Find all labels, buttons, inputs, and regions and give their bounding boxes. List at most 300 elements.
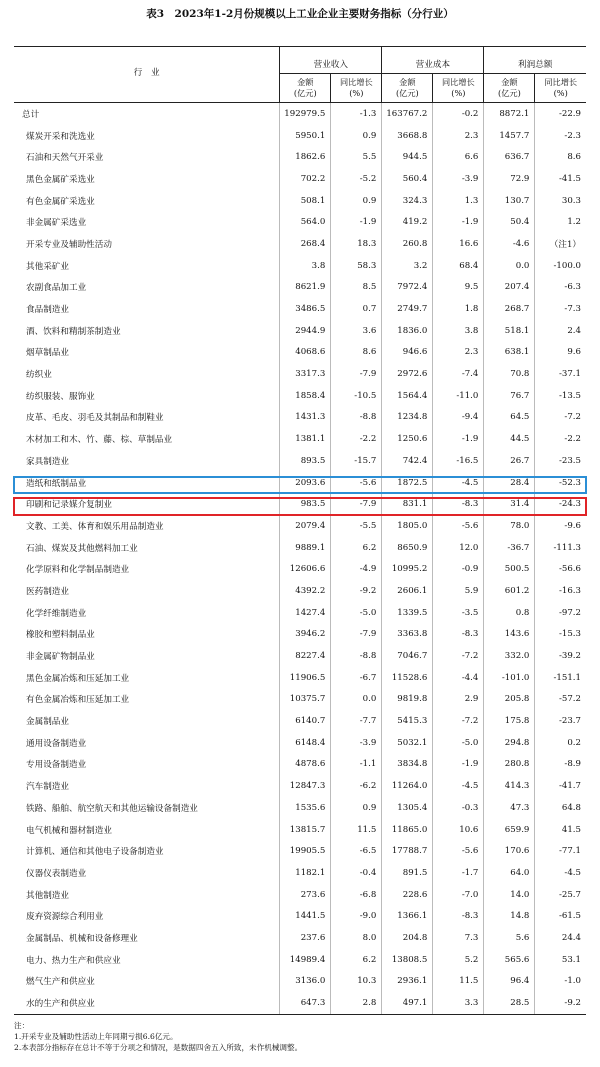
industry-header: 行 业 bbox=[14, 47, 280, 103]
cost-growth-cell: 2.3 bbox=[433, 342, 484, 364]
cost-growth-cell: -3.5 bbox=[433, 602, 484, 624]
revenue-amount-cell: 8621.9 bbox=[280, 277, 331, 299]
cost-amount-cell: 11264.0 bbox=[382, 775, 433, 797]
amount-subheader: 金额 (亿元) bbox=[280, 74, 331, 103]
profit-growth-cell: -24.3 bbox=[535, 493, 586, 515]
cost-growth-cell: 6.6 bbox=[433, 146, 484, 168]
cost-amount-cell: 11865.0 bbox=[382, 819, 433, 841]
industry-name-cell: 汽车制造业 bbox=[26, 782, 69, 793]
industry-name-cell: 石油、煤炭及其他燃料加工业 bbox=[26, 543, 138, 554]
revenue-amount-cell: 1381.1 bbox=[280, 428, 331, 450]
profit-amount-cell: 76.7 bbox=[484, 385, 535, 407]
amount-subheader: 金额 (亿元) bbox=[382, 74, 433, 103]
revenue-growth-cell: 8.5 bbox=[331, 277, 382, 299]
industry-name-cell: 燃气生产和供应业 bbox=[26, 977, 95, 988]
cost-growth-cell: -5.6 bbox=[433, 515, 484, 537]
cost-amount-cell: 891.5 bbox=[382, 862, 433, 884]
industry-name-cell: 电力、热力生产和供应业 bbox=[26, 955, 121, 966]
profit-growth-cell: -23.7 bbox=[535, 710, 586, 732]
industry-name-cell: 文教、工美、体育和娱乐用品制造业 bbox=[26, 521, 164, 532]
table-row bbox=[14, 667, 586, 689]
revenue-growth-cell: -1.1 bbox=[331, 754, 382, 776]
cost-amount-cell: 944.5 bbox=[382, 146, 433, 168]
cost-amount-cell: 7046.7 bbox=[382, 645, 433, 667]
cost-amount-cell: 204.8 bbox=[382, 927, 433, 949]
table-row bbox=[14, 320, 586, 342]
amount-subheader: 金额 (亿元) bbox=[484, 74, 535, 103]
revenue-growth-cell: 0.9 bbox=[331, 125, 382, 147]
industry-name-cell: 开采专业及辅助性活动 bbox=[26, 239, 112, 250]
industry-name-cell: 电气机械和器材制造业 bbox=[26, 825, 112, 836]
profit-amount-cell: 70.8 bbox=[484, 363, 535, 385]
profit-amount-cell: 64.5 bbox=[484, 407, 535, 429]
revenue-growth-cell: 10.3 bbox=[331, 971, 382, 993]
revenue-growth-cell: -7.9 bbox=[331, 624, 382, 646]
industry-name-cell: 有色金属矿采选业 bbox=[26, 196, 95, 207]
profit-growth-cell: -16.3 bbox=[535, 580, 586, 602]
revenue-growth-cell: 0.9 bbox=[331, 797, 382, 819]
cost-amount-cell: 163767.2 bbox=[382, 103, 433, 125]
industry-name-cell: 其他制造业 bbox=[26, 890, 69, 901]
revenue-amount-cell: 4068.6 bbox=[280, 342, 331, 364]
revenue-growth-cell: 3.6 bbox=[331, 320, 382, 342]
profit-growth-cell: 30.3 bbox=[535, 190, 586, 212]
cost-growth-cell: -16.5 bbox=[433, 450, 484, 472]
industry-name-cell: 食品制造业 bbox=[26, 305, 69, 316]
profit-amount-cell: 1457.7 bbox=[484, 125, 535, 147]
revenue-amount-cell: 1182.1 bbox=[280, 862, 331, 884]
revenue-growth-cell: -6.7 bbox=[331, 667, 382, 689]
table-row bbox=[14, 580, 586, 602]
profit-growth-cell: （注1） bbox=[535, 233, 586, 255]
revenue-growth-cell: -6.5 bbox=[331, 840, 382, 862]
revenue-amount-cell: 3486.5 bbox=[280, 298, 331, 320]
cost-amount-cell: 5415.3 bbox=[382, 710, 433, 732]
cost-amount-cell: 11528.6 bbox=[382, 667, 433, 689]
industry-name-cell: 医药制造业 bbox=[26, 586, 69, 597]
profit-growth-cell: -2.2 bbox=[535, 428, 586, 450]
revenue-amount-cell: 1427.4 bbox=[280, 602, 331, 624]
cost-growth-cell: -11.0 bbox=[433, 385, 484, 407]
profit-growth-cell: -151.1 bbox=[535, 667, 586, 689]
growth-subheader: 同比增长 (%) bbox=[535, 74, 586, 103]
table-row bbox=[14, 515, 586, 537]
revenue-amount-cell: 6140.7 bbox=[280, 710, 331, 732]
table-row bbox=[14, 125, 586, 147]
revenue-growth-cell: -5.2 bbox=[331, 168, 382, 190]
profit-growth-cell: 64.8 bbox=[535, 797, 586, 819]
footnotes bbox=[14, 1020, 302, 1053]
cost-amount-cell: 419.2 bbox=[382, 211, 433, 233]
profit-amount-cell: 96.4 bbox=[484, 971, 535, 993]
table-row bbox=[14, 363, 586, 385]
table-row bbox=[14, 428, 586, 450]
cost-growth-cell: -1.9 bbox=[433, 754, 484, 776]
industry-name-cell: 计算机、通信和其他电子设备制造业 bbox=[26, 847, 164, 858]
profit-growth-cell: -77.1 bbox=[535, 840, 586, 862]
table-row bbox=[14, 385, 586, 407]
profit-header: 利润总额 bbox=[484, 47, 586, 74]
profit-amount-cell: 5.6 bbox=[484, 927, 535, 949]
cost-growth-cell: 11.5 bbox=[433, 971, 484, 993]
cost-growth-cell: -5.0 bbox=[433, 732, 484, 754]
industry-name-cell: 金属制品业 bbox=[26, 717, 69, 728]
cost-growth-cell: -4.4 bbox=[433, 667, 484, 689]
profit-amount-cell: 638.1 bbox=[484, 342, 535, 364]
industry-name-cell: 印刷和记录媒介复制业 bbox=[26, 500, 112, 511]
profit-growth-cell: 2.4 bbox=[535, 320, 586, 342]
cost-growth-cell: 1.3 bbox=[433, 190, 484, 212]
profit-growth-cell: -57.2 bbox=[535, 689, 586, 711]
cost-growth-cell: -0.3 bbox=[433, 797, 484, 819]
cost-amount-cell: 3668.8 bbox=[382, 125, 433, 147]
cost-amount-cell: 1836.0 bbox=[382, 320, 433, 342]
profit-growth-cell: -9.2 bbox=[535, 992, 586, 1014]
revenue-growth-cell: -15.7 bbox=[331, 450, 382, 472]
cost-growth-cell: 2.3 bbox=[433, 125, 484, 147]
profit-growth-cell: -7.2 bbox=[535, 407, 586, 429]
cost-amount-cell: 10995.2 bbox=[382, 558, 433, 580]
profit-amount-cell: -101.0 bbox=[484, 667, 535, 689]
revenue-growth-cell: 5.5 bbox=[331, 146, 382, 168]
revenue-amount-cell: 1535.6 bbox=[280, 797, 331, 819]
table-row bbox=[14, 103, 586, 125]
cost-amount-cell: 17788.7 bbox=[382, 840, 433, 862]
profit-growth-cell: -2.3 bbox=[535, 125, 586, 147]
profit-growth-cell: -25.7 bbox=[535, 884, 586, 906]
profit-amount-cell: 47.3 bbox=[484, 797, 535, 819]
profit-amount-cell: -4.6 bbox=[484, 233, 535, 255]
industry-name-cell: 家具制造业 bbox=[26, 456, 69, 467]
cost-amount-cell: 3363.8 bbox=[382, 624, 433, 646]
profit-amount-cell: 170.6 bbox=[484, 840, 535, 862]
profit-growth-cell: -13.5 bbox=[535, 385, 586, 407]
profit-growth-cell: -37.1 bbox=[535, 363, 586, 385]
profit-growth-cell: 1.2 bbox=[535, 211, 586, 233]
revenue-growth-cell: -4.9 bbox=[331, 558, 382, 580]
revenue-amount-cell: 13815.7 bbox=[280, 819, 331, 841]
revenue-amount-cell: 9889.1 bbox=[280, 537, 331, 559]
profit-growth-cell: -9.6 bbox=[535, 515, 586, 537]
cost-growth-cell: -8.3 bbox=[433, 624, 484, 646]
industry-name-cell: 水的生产和供应业 bbox=[14, 992, 280, 1014]
profit-growth-cell: -22.9 bbox=[535, 103, 586, 125]
profit-amount-cell: 72.9 bbox=[484, 168, 535, 190]
table-row bbox=[14, 905, 586, 927]
revenue-amount-cell: 192979.5 bbox=[280, 103, 331, 125]
revenue-growth-cell: -7.9 bbox=[331, 493, 382, 515]
industry-name-cell: 黑色金属冶炼和压延加工业 bbox=[26, 673, 130, 684]
industry-name-cell: 木材加工和木、竹、藤、棕、草制品业 bbox=[26, 435, 173, 446]
revenue-growth-cell: -7.7 bbox=[331, 710, 382, 732]
profit-growth-cell: 41.5 bbox=[535, 819, 586, 841]
cost-growth-cell: 68.4 bbox=[433, 255, 484, 277]
profit-amount-cell: 64.0 bbox=[484, 862, 535, 884]
cost-amount-cell: 260.8 bbox=[382, 233, 433, 255]
profit-amount-cell: 78.0 bbox=[484, 515, 535, 537]
profit-amount-cell: 44.5 bbox=[484, 428, 535, 450]
growth-subheader: 同比增长 (%) bbox=[331, 74, 382, 103]
cost-amount-cell: 1234.8 bbox=[382, 407, 433, 429]
industry-name-cell: 黑色金属矿采选业 bbox=[26, 174, 95, 185]
cost-header: 营业成本 bbox=[382, 47, 484, 74]
table-row bbox=[14, 862, 586, 884]
table-row bbox=[14, 971, 586, 993]
profit-amount-cell: 414.3 bbox=[484, 775, 535, 797]
table-row bbox=[14, 298, 586, 320]
industry-name-cell: 煤炭开采和洗选业 bbox=[26, 131, 95, 142]
revenue-growth-cell: 18.3 bbox=[331, 233, 382, 255]
table-row bbox=[14, 472, 586, 494]
profit-amount-cell: 14.8 bbox=[484, 905, 535, 927]
cost-amount-cell: 7972.4 bbox=[382, 277, 433, 299]
profit-amount-cell: 175.8 bbox=[484, 710, 535, 732]
profit-growth-cell: -39.2 bbox=[535, 645, 586, 667]
profit-amount-cell: 143.6 bbox=[484, 624, 535, 646]
profit-amount-cell: 14.0 bbox=[484, 884, 535, 906]
industry-name-cell: 酒、饮料和精制茶制造业 bbox=[26, 326, 121, 337]
industry-name-cell: 石油和天然气开采业 bbox=[26, 153, 104, 164]
table-row bbox=[14, 710, 586, 732]
cost-amount-cell: 742.4 bbox=[382, 450, 433, 472]
revenue-amount-cell: 237.6 bbox=[280, 927, 331, 949]
revenue-amount-cell: 12606.6 bbox=[280, 558, 331, 580]
cost-growth-cell: -7.4 bbox=[433, 363, 484, 385]
revenue-amount-cell: 2093.6 bbox=[280, 472, 331, 494]
industry-name-cell: 农副食品加工业 bbox=[26, 283, 87, 294]
revenue-growth-cell: -6.8 bbox=[331, 884, 382, 906]
profit-amount-cell: 636.7 bbox=[484, 146, 535, 168]
profit-growth-cell: -100.0 bbox=[535, 255, 586, 277]
profit-amount-cell: 659.9 bbox=[484, 819, 535, 841]
profit-amount-cell: 332.0 bbox=[484, 645, 535, 667]
table-row bbox=[14, 168, 586, 190]
table-row bbox=[14, 407, 586, 429]
revenue-growth-cell: -8.8 bbox=[331, 407, 382, 429]
revenue-amount-cell: 14989.4 bbox=[280, 949, 331, 971]
cost-amount-cell: 1564.4 bbox=[382, 385, 433, 407]
revenue-growth-cell: -10.5 bbox=[331, 385, 382, 407]
profit-growth-cell: -23.5 bbox=[535, 450, 586, 472]
industry-name-cell: 有色金属冶炼和压延加工业 bbox=[26, 695, 130, 706]
profit-amount-cell: 8872.1 bbox=[484, 103, 535, 125]
table-row bbox=[14, 927, 586, 949]
revenue-header: 营业收入 bbox=[280, 47, 382, 74]
table-row bbox=[14, 624, 586, 646]
cost-growth-cell: 12.0 bbox=[433, 537, 484, 559]
table-row bbox=[14, 797, 586, 819]
profit-growth-cell: 8.6 bbox=[535, 146, 586, 168]
cost-amount-cell: 324.3 bbox=[382, 190, 433, 212]
profit-amount-cell: 268.7 bbox=[484, 298, 535, 320]
revenue-amount-cell: 2944.9 bbox=[280, 320, 331, 342]
cost-amount-cell: 2936.1 bbox=[382, 971, 433, 993]
cost-growth-cell: 10.6 bbox=[433, 819, 484, 841]
cost-growth-cell: -4.5 bbox=[433, 472, 484, 494]
table-row bbox=[14, 190, 586, 212]
revenue-growth-cell: 0.7 bbox=[331, 298, 382, 320]
profit-amount-cell: 28.4 bbox=[484, 472, 535, 494]
revenue-amount-cell: 702.2 bbox=[280, 168, 331, 190]
revenue-growth-cell: -7.9 bbox=[331, 363, 382, 385]
revenue-amount-cell: 273.6 bbox=[280, 884, 331, 906]
cost-growth-cell: 5.2 bbox=[433, 949, 484, 971]
profit-growth-cell: 9.6 bbox=[535, 342, 586, 364]
revenue-growth-cell: -9.0 bbox=[331, 905, 382, 927]
cost-growth-cell: -0.9 bbox=[433, 558, 484, 580]
revenue-growth-cell: -0.4 bbox=[331, 862, 382, 884]
table-row bbox=[14, 819, 586, 841]
cost-growth-cell: 3.3 bbox=[433, 992, 484, 1014]
cost-growth-cell: -8.3 bbox=[433, 493, 484, 515]
cost-amount-cell: 1250.6 bbox=[382, 428, 433, 450]
table-row bbox=[14, 277, 586, 299]
revenue-growth-cell: 2.8 bbox=[331, 992, 382, 1014]
cost-growth-cell: -8.3 bbox=[433, 905, 484, 927]
table-row bbox=[14, 992, 586, 1014]
table-row bbox=[14, 732, 586, 754]
profit-amount-cell: 31.4 bbox=[484, 493, 535, 515]
profit-amount-cell: 0.8 bbox=[484, 602, 535, 624]
cost-amount-cell: 2606.1 bbox=[382, 580, 433, 602]
revenue-amount-cell: 893.5 bbox=[280, 450, 331, 472]
table-row bbox=[14, 342, 586, 364]
revenue-growth-cell: -9.2 bbox=[331, 580, 382, 602]
cost-growth-cell: 9.5 bbox=[433, 277, 484, 299]
profit-amount-cell: 565.6 bbox=[484, 949, 535, 971]
cost-amount-cell: 2972.6 bbox=[382, 363, 433, 385]
revenue-growth-cell: -5.6 bbox=[331, 472, 382, 494]
revenue-amount-cell: 1858.4 bbox=[280, 385, 331, 407]
industry-name-cell: 专用设备制造业 bbox=[26, 760, 87, 771]
cost-growth-cell: -7.2 bbox=[433, 645, 484, 667]
revenue-amount-cell: 5950.1 bbox=[280, 125, 331, 147]
revenue-amount-cell: 8227.4 bbox=[280, 645, 331, 667]
footnote-label: 注： bbox=[14, 1021, 30, 1030]
revenue-amount-cell: 2079.4 bbox=[280, 515, 331, 537]
industry-name-cell: 非金属矿采选业 bbox=[26, 218, 87, 229]
profit-amount-cell: 207.4 bbox=[484, 277, 535, 299]
cost-amount-cell: 228.6 bbox=[382, 884, 433, 906]
profit-amount-cell: -36.7 bbox=[484, 537, 535, 559]
profit-growth-cell: -52.3 bbox=[535, 472, 586, 494]
revenue-amount-cell: 1862.6 bbox=[280, 146, 331, 168]
revenue-amount-cell: 4878.6 bbox=[280, 754, 331, 776]
revenue-growth-cell: 0.9 bbox=[331, 190, 382, 212]
industry-name-cell: 化学纤维制造业 bbox=[26, 608, 87, 619]
table-row bbox=[14, 537, 586, 559]
profit-growth-cell: -111.3 bbox=[535, 537, 586, 559]
cost-growth-cell: -3.9 bbox=[433, 168, 484, 190]
profit-growth-cell: -8.9 bbox=[535, 754, 586, 776]
cost-amount-cell: 1872.5 bbox=[382, 472, 433, 494]
cost-growth-cell: 1.8 bbox=[433, 298, 484, 320]
revenue-growth-cell: 0.0 bbox=[331, 689, 382, 711]
revenue-growth-cell: -1.9 bbox=[331, 211, 382, 233]
revenue-amount-cell: 12847.3 bbox=[280, 775, 331, 797]
cost-amount-cell: 831.1 bbox=[382, 493, 433, 515]
cost-amount-cell: 497.1 bbox=[382, 992, 433, 1014]
revenue-amount-cell: 11906.5 bbox=[280, 667, 331, 689]
footnote-2: 2.本表部分指标存在总计不等于分项之和情况，是数据四舍五入所致，未作机械调整。 bbox=[14, 1043, 303, 1052]
industry-name-cell: 化学原料和化学制品制造业 bbox=[26, 565, 130, 576]
cost-amount-cell: 2749.7 bbox=[382, 298, 433, 320]
table-row bbox=[14, 645, 586, 667]
profit-amount-cell: 130.7 bbox=[484, 190, 535, 212]
table-title: 表3 2023年1-2月份规模以上工业企业主要财务指标（分行业） bbox=[146, 8, 454, 20]
cost-amount-cell: 8650.9 bbox=[382, 537, 433, 559]
profit-growth-cell: -61.5 bbox=[535, 905, 586, 927]
profit-growth-cell: -4.5 bbox=[535, 862, 586, 884]
profit-amount-cell: 294.8 bbox=[484, 732, 535, 754]
cost-amount-cell: 9819.8 bbox=[382, 689, 433, 711]
industry-name-cell: 其他采矿业 bbox=[26, 261, 69, 272]
industry-name-cell: 非金属矿物制品业 bbox=[26, 652, 95, 663]
revenue-amount-cell: 1441.5 bbox=[280, 905, 331, 927]
industry-name-cell: 铁路、船舶、航空航天和其他运输设备制造业 bbox=[26, 803, 198, 814]
cost-amount-cell: 560.4 bbox=[382, 168, 433, 190]
profit-amount-cell: 205.8 bbox=[484, 689, 535, 711]
revenue-amount-cell: 983.5 bbox=[280, 493, 331, 515]
revenue-amount-cell: 3.8 bbox=[280, 255, 331, 277]
footnote-1: 1.开采专业及辅助性活动上年同期亏损6.6亿元。 bbox=[14, 1032, 178, 1041]
table-row bbox=[14, 146, 586, 168]
revenue-amount-cell: 268.4 bbox=[280, 233, 331, 255]
profit-amount-cell: 50.4 bbox=[484, 211, 535, 233]
profit-growth-cell: 0.2 bbox=[535, 732, 586, 754]
revenue-amount-cell: 6148.4 bbox=[280, 732, 331, 754]
revenue-growth-cell: 8.0 bbox=[331, 927, 382, 949]
revenue-amount-cell: 10375.7 bbox=[280, 689, 331, 711]
profit-amount-cell: 26.7 bbox=[484, 450, 535, 472]
table-row bbox=[14, 602, 586, 624]
industry-name-cell: 总计 bbox=[22, 109, 40, 120]
revenue-amount-cell: 19905.5 bbox=[280, 840, 331, 862]
table-row bbox=[14, 233, 586, 255]
industry-name-cell: 造纸和纸制品业 bbox=[26, 478, 87, 489]
profit-amount-cell: 500.5 bbox=[484, 558, 535, 580]
revenue-growth-cell: 11.5 bbox=[331, 819, 382, 841]
table-row bbox=[14, 840, 586, 862]
cost-amount-cell: 1805.0 bbox=[382, 515, 433, 537]
revenue-growth-cell: 8.6 bbox=[331, 342, 382, 364]
industry-name-cell: 废弃资源综合利用业 bbox=[26, 912, 104, 923]
profit-growth-cell: -6.3 bbox=[535, 277, 586, 299]
profit-amount-cell: 280.8 bbox=[484, 754, 535, 776]
revenue-growth-cell: -5.0 bbox=[331, 602, 382, 624]
industry-name-cell: 橡胶和塑料制品业 bbox=[26, 630, 95, 641]
table-row bbox=[14, 949, 586, 971]
profit-growth-cell: -97.2 bbox=[535, 602, 586, 624]
industry-name-cell: 皮革、毛皮、羽毛及其制品和制鞋业 bbox=[26, 413, 164, 424]
revenue-growth-cell: -6.2 bbox=[331, 775, 382, 797]
cost-growth-cell: -1.7 bbox=[433, 862, 484, 884]
cost-growth-cell: 7.3 bbox=[433, 927, 484, 949]
table-row bbox=[14, 558, 586, 580]
profit-amount-cell: 601.2 bbox=[484, 580, 535, 602]
table-row bbox=[14, 689, 586, 711]
cost-amount-cell: 1339.5 bbox=[382, 602, 433, 624]
table-row bbox=[14, 211, 586, 233]
cost-growth-cell: 16.6 bbox=[433, 233, 484, 255]
revenue-amount-cell: 3136.0 bbox=[280, 971, 331, 993]
table-row bbox=[14, 450, 586, 472]
financial-indicators-table bbox=[14, 46, 586, 1015]
cost-amount-cell: 1366.1 bbox=[382, 905, 433, 927]
industry-name-cell: 通用设备制造业 bbox=[26, 738, 87, 749]
cost-growth-cell: -5.6 bbox=[433, 840, 484, 862]
revenue-growth-cell: -2.2 bbox=[331, 428, 382, 450]
